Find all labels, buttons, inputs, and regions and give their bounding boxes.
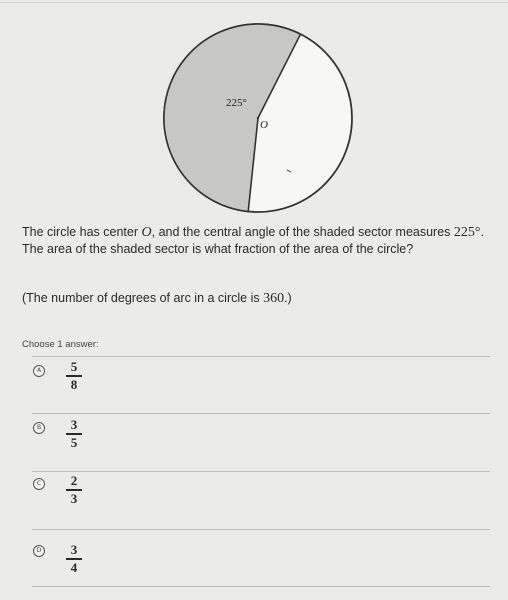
question-text: The circle has center O, and the central angle of the shaded sector measures 225°. The area of the shaded sector is what fraction of the area of the circle? [22,225,484,256]
degrees-value: 360 [263,291,285,306]
angle-value: 225° [453,225,481,240]
divider [32,586,490,587]
radio-a[interactable]: A [33,365,45,377]
center-point [257,117,259,119]
fraction-d: 3 4 [66,543,82,575]
answer-choice-d[interactable] [32,530,490,586]
fraction-c: 2 3 [66,474,82,506]
center-variable: O [141,225,152,240]
answer-choice-b[interactable] [32,414,490,470]
top-divider [0,2,508,3]
circle-diagram [150,14,370,224]
answer-choice-a[interactable] [32,357,490,413]
answer-choice-c[interactable] [32,472,490,528]
radio-d[interactable]: D [33,545,45,557]
choose-instructions: Choose 1 answer: [22,339,99,350]
fraction-a: 5 8 [66,360,82,392]
question-note: (The number of degrees of arc in a circle is 360.) [22,291,292,306]
fraction-b: 3 5 [66,418,82,450]
center-label: O [260,119,268,131]
radio-b[interactable]: B [33,422,45,434]
angle-label: 225° [226,97,247,109]
radio-c[interactable]: C [33,478,45,490]
